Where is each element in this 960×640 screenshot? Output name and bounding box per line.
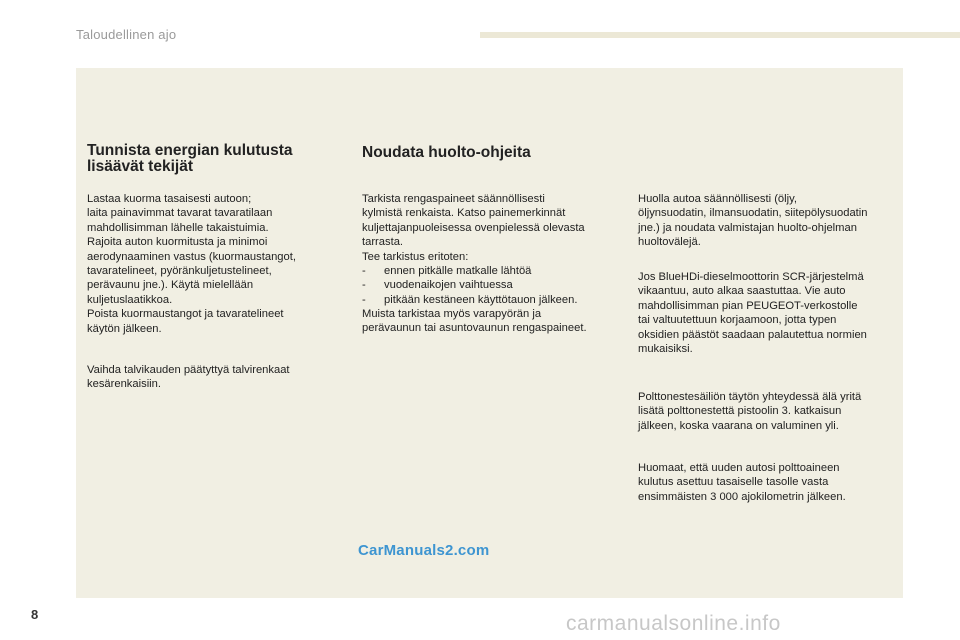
- right-heading: Noudata huolto-ohjeita: [362, 144, 531, 161]
- right-paragraph-2: Jos BlueHDi-dieselmoottorin SCR-järjestelmä vikaantuu, auto alkaa saastuttaa. Vie auto mahdollisimman pian PEUGEOT-verkostolle tai valtuutettuun korjaamoon, jotta typen oksidien päästöt saadaan palautettua normien mukaisiksi.: [638, 271, 867, 356]
- left-heading: Tunnista energian kulutusta lisäävät tekijät: [87, 142, 293, 175]
- checklist: [362, 264, 577, 307]
- list-marker: -: [362, 279, 366, 292]
- header-bar: [480, 32, 960, 38]
- section-title: Taloudellinen ajo: [76, 27, 177, 42]
- list-item: [362, 264, 577, 278]
- right-paragraph-4: Huomaat, että uuden autosi polttoaineen kulutus asettuu tasaiselle tasolle vasta ensimmäisten 3 000 ajokilometrin jälkeen.: [638, 462, 846, 503]
- list-marker: -: [362, 265, 366, 277]
- middle-outro: Muista tarkistaa myös varapyörän ja perävaunun tai asuntovaunun rengaspaineet.: [362, 308, 587, 335]
- list-item-text: pitkään kestäneen käyttötauon jälkeen.: [384, 293, 578, 306]
- carmanuals-watermark: CarManuals2.com: [358, 542, 490, 559]
- middle-intro: Tarkista rengaspaineet säännöllisesti kylmistä renkaista. Katso painemerkinnät kuljettajanpuoleisessa ovenpielessä olevasta tarrasta. Tee tarkistus eritoten:: [362, 193, 585, 263]
- list-item-text: ennen pitkälle matkalle lähtöä: [384, 265, 532, 277]
- list-marker: -: [362, 293, 366, 306]
- page-number: 8: [31, 607, 39, 622]
- list-item: [362, 278, 577, 292]
- list-item-text: vuodenaikojen vaihtuessa: [384, 279, 513, 292]
- right-paragraph-3: Polttonestesäiliön täytön yhteydessä älä yritä lisätä polttonestettä pistoolin 3. katkaisun jälkeen, koska vaarana on valuminen yli.: [638, 391, 862, 432]
- list-item: [362, 293, 577, 307]
- left-paragraph-1: Lastaa kuorma tasaisesti autoon; laita painavimmat tavarat tavaratilaan mahdollisimman lähelle takaistuimia. Rajoita auton kuormitusta ja minimoi aerodynaaminen vastus (kuormaustangot, tavaratelineet, pyöränkuljetustelineet, perävaunu jne.). Käytä mielellään kuljetuslaatikkoa. Poista kuormaustangot ja tavaratelineet käytön jälkeen.: [87, 193, 296, 335]
- left-paragraph-2: Vaihda talvikauden päätyttyä talvirenkaat kesärenkaisiin.: [87, 364, 290, 391]
- site-watermark: carmanualsonline.info: [566, 612, 781, 635]
- right-paragraph-1: Huolla autoa säännöllisesti (öljy, öljynsuodatin, ilmansuodatin, siitepölysuodatin jne.) ja noudata valmistajan huolto-ohjelman huoltovälejä.: [638, 193, 868, 249]
